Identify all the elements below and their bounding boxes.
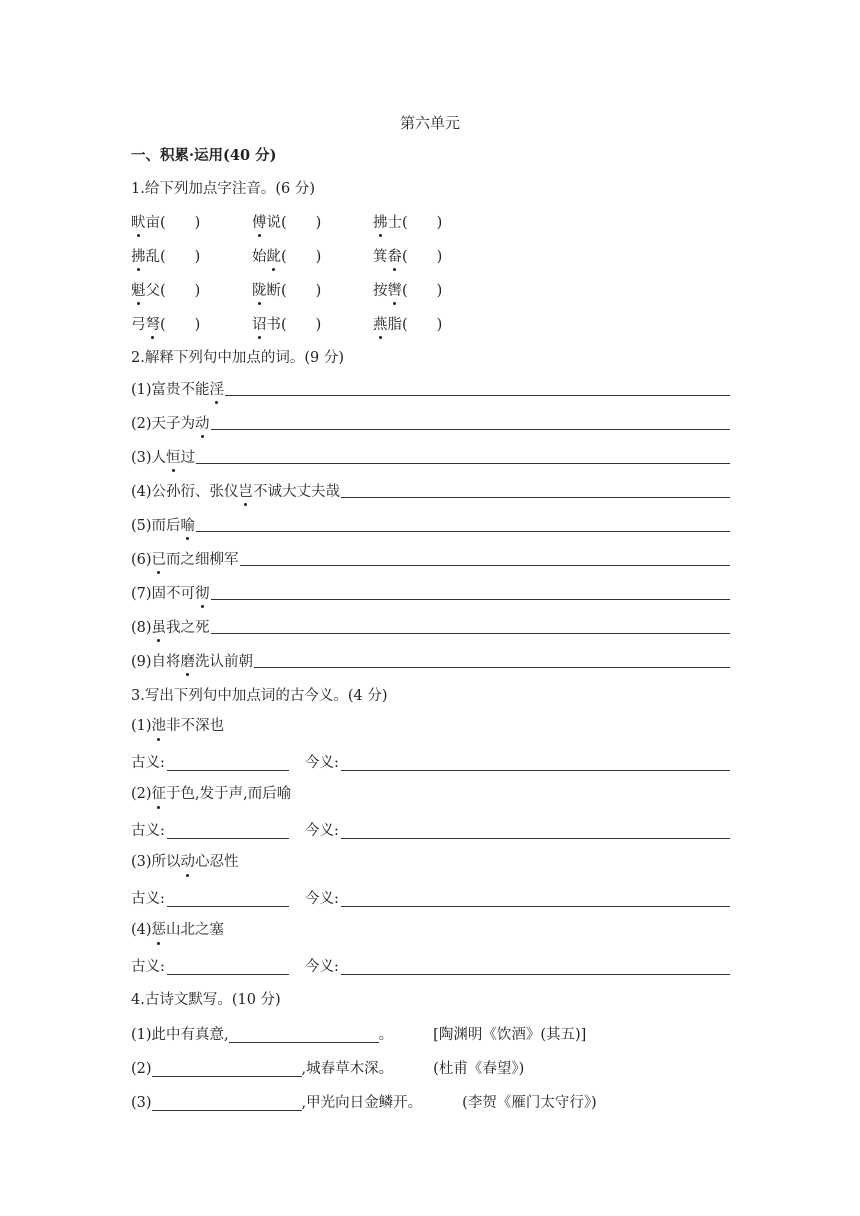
pinyin-item-dotted-char: 拂 (373, 211, 388, 232)
pinyin-item-dotted-char: 龀 (267, 245, 282, 266)
gujin-prompt (131, 784, 291, 804)
gujin-prompt-dotted-char: 惩 (151, 922, 167, 938)
pinyin-item-dotted-char: 燕 (373, 313, 388, 334)
explain-item-text (131, 548, 239, 569)
explain-item-dotted-char: 恒 (166, 446, 181, 467)
gujin-prompt-text: 非不深也 (166, 718, 225, 734)
explain-item-text (131, 480, 340, 501)
gu-label: 古义: (131, 755, 165, 771)
pinyin-item-text: 始 (252, 249, 267, 265)
explain-item-text: (2)天子为 (131, 416, 196, 432)
section-heading: 一、积累·运用(40 分) (131, 147, 277, 164)
pinyin-item (373, 279, 442, 300)
recite-item-text: (3) (131, 1095, 152, 1111)
gu-label: 古义: (131, 823, 165, 839)
pinyin-item-text: 脂( ) (387, 317, 443, 333)
jin-label: 今义: (305, 823, 339, 839)
explain-item (131, 513, 730, 535)
explain-item-text (131, 650, 253, 671)
explain-item-text (131, 514, 195, 535)
explain-item-text: 过 (180, 450, 196, 466)
recite-item-source: (杜甫《春望》) (433, 1061, 525, 1077)
gujin-prompt-text: (3)所以 (131, 854, 181, 870)
explain-item-dotted-char: 淫 (210, 378, 225, 399)
recite-item (131, 1057, 524, 1079)
pinyin-item-dotted-char: 拂 (131, 245, 146, 266)
recite-answer-blank[interactable] (229, 1026, 379, 1043)
gujin-prompt-text: (4) (131, 922, 152, 938)
pinyin-item-text: ( ) (281, 249, 322, 265)
answer-blank[interactable] (254, 651, 730, 668)
recite-item (131, 1023, 586, 1045)
recite-answer-blank[interactable] (152, 1060, 302, 1077)
gujin-prompt (131, 716, 224, 736)
gujin-prompt-dotted-char: 征 (151, 786, 167, 802)
explain-item (131, 649, 730, 671)
explain-item (131, 445, 730, 467)
gujin-answer-row (131, 820, 730, 842)
pinyin-item (373, 245, 442, 266)
pinyin-item (373, 313, 442, 334)
explain-item-dotted-char: 虽 (152, 616, 167, 637)
explain-item-text: (9)自将 (131, 654, 181, 670)
page-title: 第六单元 (399, 114, 460, 132)
pinyin-item-text: 父( ) (145, 283, 201, 299)
gujin-prompt-text: (1) (131, 718, 152, 734)
answer-blank[interactable] (211, 617, 730, 634)
gu-answer-blank[interactable] (167, 974, 289, 975)
explain-item-text (131, 378, 224, 399)
explain-item-text: (4)公孙衍、张仪 (131, 484, 239, 500)
pinyin-item-text: ( ) (160, 317, 201, 333)
explain-item-text (131, 582, 210, 603)
pinyin-item (131, 245, 200, 266)
explain-item-dotted-char: 岂 (239, 480, 254, 501)
pinyin-item-dotted-char: 诏 (252, 313, 267, 334)
explain-item-text: (5)而后 (131, 518, 181, 534)
pinyin-item (131, 279, 200, 300)
pinyin-item-dotted-char: 傅 (252, 211, 267, 232)
gu-answer-blank[interactable] (167, 906, 289, 907)
pinyin-item-text: 书( ) (266, 317, 322, 333)
pinyin-item-dotted-char: 弩 (146, 313, 161, 334)
q3-heading: 3.写出下列句中加点词的古今义。(4 分) (131, 688, 388, 704)
pinyin-item-text: 按 (373, 283, 388, 299)
q2-heading: 2.解释下列句中加点的词。(9 分) (131, 350, 344, 366)
pinyin-item (373, 211, 442, 232)
explain-item-dotted-char: 磨 (181, 650, 196, 671)
recite-item (131, 1091, 597, 1113)
recite-answer-blank[interactable] (152, 1094, 302, 1111)
answer-blank[interactable] (240, 549, 730, 566)
pinyin-item-dotted-char: 畚 (388, 245, 403, 266)
gujin-prompt-dotted-char: 动 (180, 854, 196, 870)
jin-answer-blank[interactable] (341, 838, 730, 839)
answer-blank[interactable] (196, 515, 730, 532)
explain-item-text: (7)固不可 (131, 586, 196, 602)
pinyin-item (252, 211, 321, 232)
explain-item-text: (3)人 (131, 450, 167, 466)
explain-item-dotted-char: 已 (152, 548, 167, 569)
gujin-answer-row (131, 752, 730, 774)
gu-label: 古义: (131, 959, 165, 975)
recite-item-text: ,城春草木深。 (301, 1061, 394, 1077)
explain-item-text (131, 446, 195, 467)
recite-item-text: (2) (131, 1061, 152, 1077)
answer-blank[interactable] (211, 413, 730, 430)
q1-heading: 1.给下列加点字注音。(6 分) (131, 181, 315, 197)
explain-item-text: 我之死 (166, 620, 210, 636)
recite-item-source: (李贺《雁门太守行》) (462, 1095, 597, 1111)
pinyin-item-dotted-char: 陇 (252, 279, 267, 300)
pinyin-item (131, 313, 200, 334)
pinyin-item-text: ( ) (402, 249, 443, 265)
pinyin-item-text: 亩( ) (145, 215, 201, 231)
explain-item-text: (6) (131, 552, 152, 568)
explain-item-dotted-char: 喻 (181, 514, 196, 535)
pinyin-item (252, 313, 321, 334)
gujin-prompt-text: (2) (131, 786, 152, 802)
answer-blank[interactable] (211, 583, 730, 600)
explain-item (131, 581, 730, 603)
recite-item-source: [陶渊明《饮酒》(其五)] (433, 1027, 587, 1043)
jin-answer-blank[interactable] (341, 906, 730, 907)
jin-label: 今义: (305, 959, 339, 975)
pinyin-item (252, 245, 321, 266)
explain-item-text: 不诚大丈夫哉 (253, 484, 341, 500)
pinyin-item-dotted-char: 畎 (131, 211, 146, 232)
gujin-prompt-dotted-char: 池 (151, 718, 167, 734)
jin-label: 今义: (305, 891, 339, 907)
pinyin-item-text: 箕 (373, 249, 388, 265)
q4-heading: 4.古诗文默写。(10 分) (131, 992, 281, 1008)
gujin-prompt-text: 心忍性 (195, 854, 239, 870)
gujin-answer-row (131, 888, 730, 910)
explain-item-text: 洗认前朝 (195, 654, 254, 670)
gujin-prompt (131, 920, 224, 940)
pinyin-item-text: 说( ) (266, 215, 322, 231)
explain-item-dotted-char: 动 (195, 412, 210, 433)
jin-label: 今义: (305, 755, 339, 771)
gujin-prompt-text: 于色,发于声,而后喻 (166, 786, 292, 802)
gu-answer-blank[interactable] (167, 770, 289, 771)
pinyin-item (252, 279, 321, 300)
pinyin-item-text: 断( ) (266, 283, 322, 299)
answer-blank[interactable] (225, 379, 730, 396)
pinyin-item-text: ( ) (402, 283, 443, 299)
explain-item (131, 377, 730, 399)
pinyin-item-text: 乱( ) (145, 249, 201, 265)
gu-answer-blank[interactable] (167, 838, 289, 839)
answer-blank[interactable] (196, 447, 730, 464)
gujin-prompt-text: 山北之塞 (166, 922, 225, 938)
explain-item (131, 615, 730, 637)
explain-item-text: 而之细柳军 (166, 552, 239, 568)
recite-item-text: ,甲光向日金鳞开。 (301, 1095, 423, 1111)
recite-item-text: (1)此中有真意, (131, 1027, 229, 1043)
explain-item-dotted-char: 彻 (195, 582, 210, 603)
pinyin-item-text: 弓 (131, 317, 146, 333)
explain-item-text (131, 412, 210, 433)
pinyin-item-text: 士( ) (387, 215, 443, 231)
pinyin-item-dotted-char: 辔 (388, 279, 403, 300)
gu-label: 古义: (131, 891, 165, 907)
explain-item (131, 547, 730, 569)
recite-item-text: 。 (378, 1027, 394, 1043)
explain-item-text: (8) (131, 620, 152, 636)
gujin-answer-row (131, 956, 730, 978)
jin-answer-blank[interactable] (341, 770, 730, 771)
explain-item (131, 411, 730, 433)
explain-item-text: (1)富贵不能 (131, 382, 210, 398)
explain-item-text (131, 616, 210, 637)
pinyin-item (131, 211, 200, 232)
answer-blank[interactable] (341, 481, 730, 498)
jin-answer-blank[interactable] (341, 974, 730, 975)
gujin-prompt (131, 852, 239, 872)
explain-item (131, 479, 730, 501)
pinyin-item-dotted-char: 魁 (131, 279, 146, 300)
